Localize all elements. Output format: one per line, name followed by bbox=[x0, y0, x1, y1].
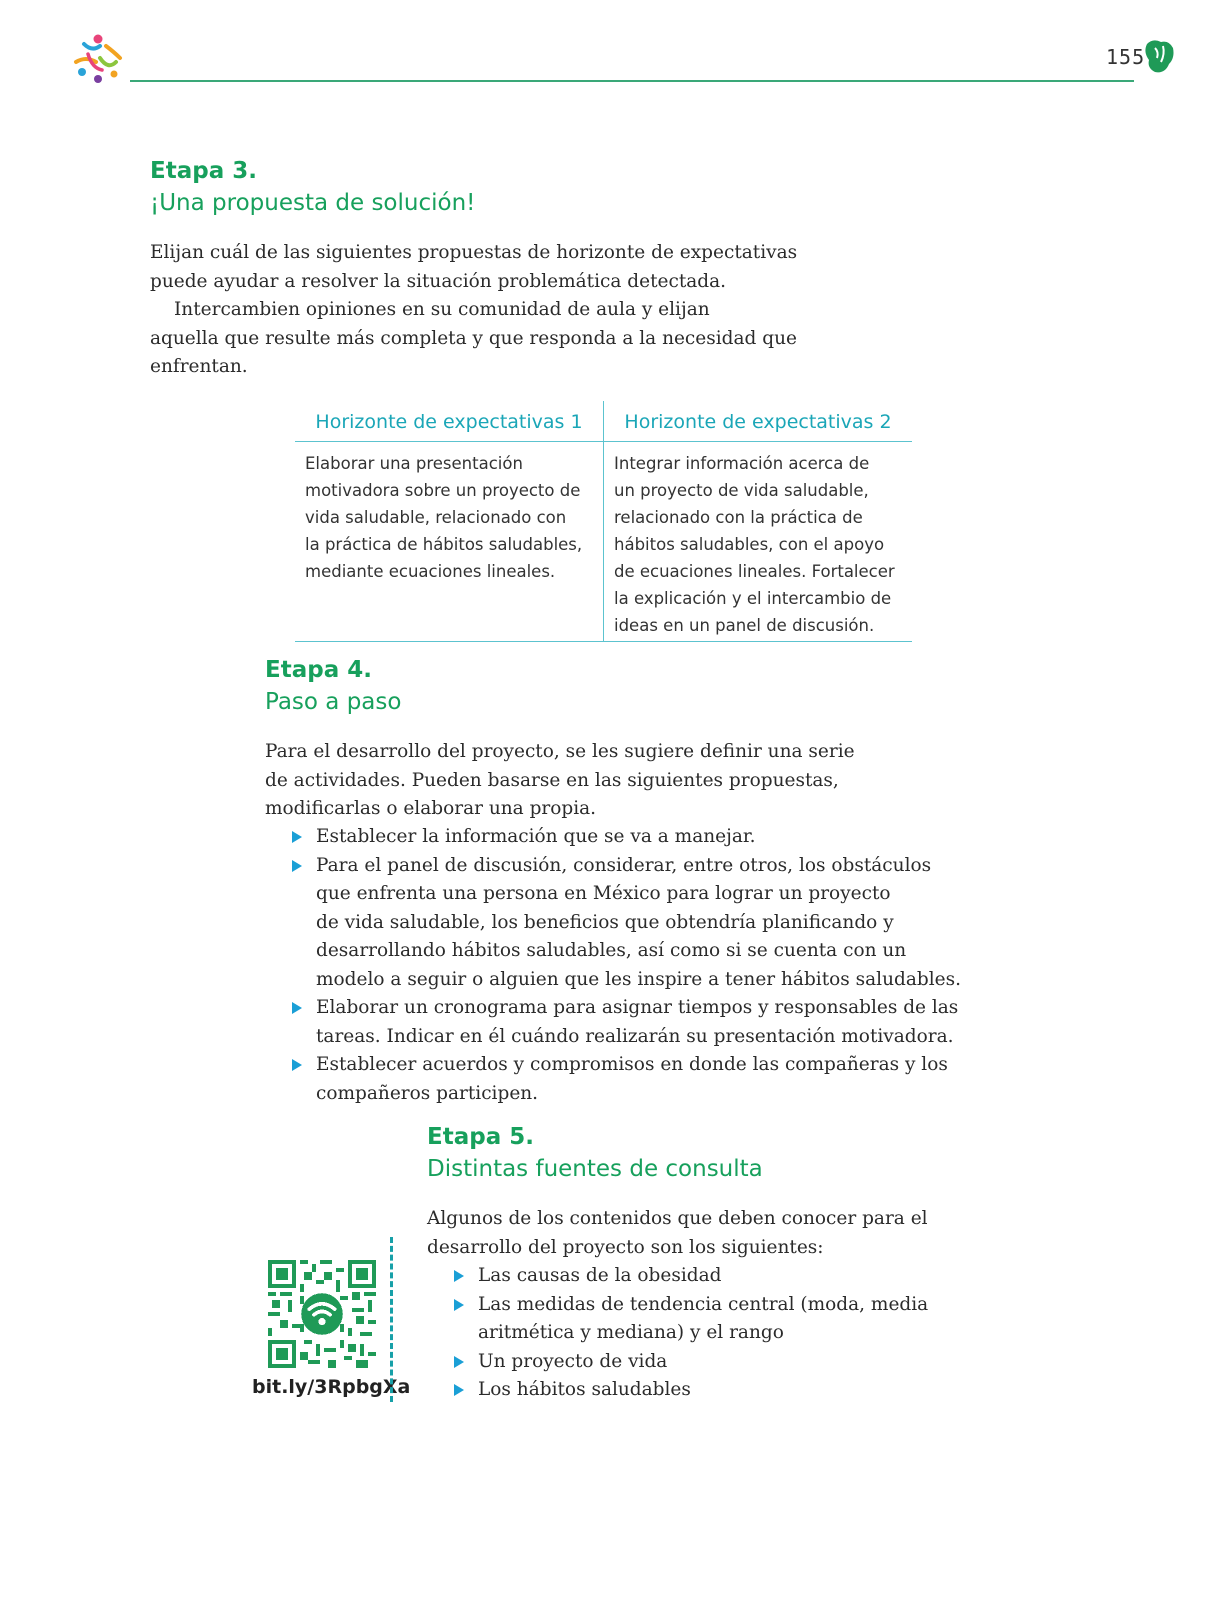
table-cell-horizonte-1 bbox=[295, 442, 604, 642]
cell-line: Elaborar una presentación bbox=[305, 454, 523, 473]
cell-line: un proyecto de vida saludable, bbox=[614, 481, 869, 500]
list-item-line: Elaborar un cronograma para asignar tiempos y responsables de las bbox=[316, 997, 959, 1018]
cell-line: vida saludable, relacionado con bbox=[305, 508, 567, 527]
cell-line: hábitos saludables, con el apoyo bbox=[614, 535, 885, 554]
list-item-line: Las causas de la obesidad bbox=[478, 1265, 722, 1286]
etapa5-paragraph bbox=[427, 1205, 928, 1262]
paragraph-line: Para el desarrollo del proyecto, se les sugiere definir una serie bbox=[265, 741, 855, 762]
cell-line: ideas en un panel de discusión. bbox=[614, 616, 875, 635]
etapa5-subtitle: Distintas fuentes de consulta bbox=[427, 1156, 763, 1182]
paragraph-line: Algunos de los contenidos que deben conocer para el bbox=[427, 1208, 928, 1229]
paragraph-line: Intercambien opiniones en su comunidad de aula y elijan bbox=[174, 299, 710, 320]
etapa4-paragraph bbox=[265, 738, 855, 824]
list-item-line: Establecer la información que se va a manejar. bbox=[316, 826, 756, 847]
paragraph-line: modificarlas o elaborar una propia. bbox=[265, 798, 597, 819]
list-item-line: tareas. Indicar en él cuándo realizarán su presentación motivadora. bbox=[316, 1025, 954, 1047]
etapa3-title: Etapa 3. bbox=[150, 158, 257, 184]
etapa4-title: Etapa 4. bbox=[265, 657, 372, 683]
list-item-line: de vida saludable, los beneficios que obtendría planificando y bbox=[316, 911, 894, 933]
list-item bbox=[290, 1051, 961, 1108]
list-item-line: compañeros participen. bbox=[316, 1082, 539, 1104]
qr-code-icon[interactable] bbox=[268, 1260, 376, 1368]
bullet-triangle-icon bbox=[454, 1356, 464, 1368]
etapa5-title: Etapa 5. bbox=[427, 1124, 534, 1150]
list-item-line: Establecer acuerdos y compromisos en donde las compañeras y los bbox=[316, 1054, 948, 1075]
etapa3-subtitle: ¡Una propuesta de solución! bbox=[150, 190, 476, 216]
bullet-triangle-icon bbox=[454, 1299, 464, 1311]
bullet-triangle-icon bbox=[292, 860, 302, 872]
cell-line: motivadora sobre un proyecto de bbox=[305, 481, 581, 500]
bullet-triangle-icon bbox=[292, 831, 302, 843]
logo-icon bbox=[70, 32, 126, 86]
cell-line: de ecuaciones lineales. Fortalecer bbox=[614, 562, 895, 581]
cell-line: Integrar información acerca de bbox=[614, 454, 870, 473]
paragraph-line: de actividades. Pueden basarse en las siguientes propuestas, bbox=[265, 769, 839, 791]
page-mark-icon bbox=[1143, 38, 1175, 76]
list-item bbox=[452, 1348, 928, 1377]
list-item-line: que enfrenta una persona en México para lograr un proyecto bbox=[316, 883, 891, 904]
list-item bbox=[452, 1262, 928, 1291]
bullet-triangle-icon bbox=[292, 1002, 302, 1014]
etapa3-heading bbox=[150, 155, 475, 219]
table-header-horizonte-1: Horizonte de expectativas 1 bbox=[295, 401, 604, 442]
bullet-triangle-icon bbox=[292, 1059, 302, 1071]
etapa3-paragraph bbox=[150, 239, 797, 382]
list-item bbox=[290, 823, 961, 852]
cell-line: relacionado con la práctica de bbox=[614, 508, 863, 527]
paragraph-line: desarrollo del proyecto son los siguientes: bbox=[427, 1236, 824, 1258]
bullet-triangle-icon bbox=[454, 1384, 464, 1396]
dashed-divider bbox=[390, 1237, 393, 1402]
cell-line: la explicación y el intercambio de bbox=[614, 589, 892, 608]
header-rule bbox=[130, 80, 1134, 82]
table-header-horizonte-2: Horizonte de expectativas 2 bbox=[604, 401, 913, 442]
paragraph-line: enfrentan. bbox=[150, 356, 248, 377]
list-item bbox=[452, 1376, 928, 1405]
list-item-line: Las medidas de tendencia central (moda, media bbox=[478, 1293, 929, 1315]
list-item bbox=[290, 852, 961, 995]
cell-line: mediante ecuaciones lineales. bbox=[305, 562, 556, 581]
etapa5-bullet-list bbox=[452, 1262, 928, 1405]
etapa5-heading bbox=[427, 1121, 763, 1185]
list-item-line: desarrollando hábitos saludables, así como si se cuenta con un bbox=[316, 940, 907, 961]
paragraph-line: aquella que resulte más completa y que responda a la necesidad que bbox=[150, 327, 797, 349]
list-item-line: Los hábitos saludables bbox=[478, 1379, 691, 1400]
bullet-triangle-icon bbox=[454, 1270, 464, 1282]
list-item-line: Un proyecto de vida bbox=[478, 1350, 668, 1372]
horizon-table bbox=[295, 401, 912, 642]
qr-link-text[interactable]: bit.ly/3RpbgXa bbox=[252, 1376, 411, 1398]
list-item-line: aritmética y mediana) y el rango bbox=[478, 1322, 784, 1343]
list-item-line: modelo a seguir o alguien que les inspire a tener hábitos saludables. bbox=[316, 968, 961, 990]
list-item-line: Para el panel de discusión, considerar, entre otros, los obstáculos bbox=[316, 854, 932, 876]
paragraph-line: Elijan cuál de las siguientes propuestas de horizonte de expectativas bbox=[150, 242, 798, 263]
list-item bbox=[452, 1291, 928, 1348]
etapa4-heading bbox=[265, 654, 401, 718]
etapa4-subtitle: Paso a paso bbox=[265, 689, 402, 715]
cell-line: la práctica de hábitos saludables, bbox=[305, 535, 583, 554]
list-item bbox=[290, 994, 961, 1051]
page-number: 155 bbox=[1106, 45, 1146, 69]
table-cell-horizonte-2 bbox=[604, 442, 913, 642]
etapa4-bullet-list bbox=[290, 823, 961, 1108]
paragraph-line: puede ayudar a resolver la situación problemática detectada. bbox=[150, 270, 727, 292]
